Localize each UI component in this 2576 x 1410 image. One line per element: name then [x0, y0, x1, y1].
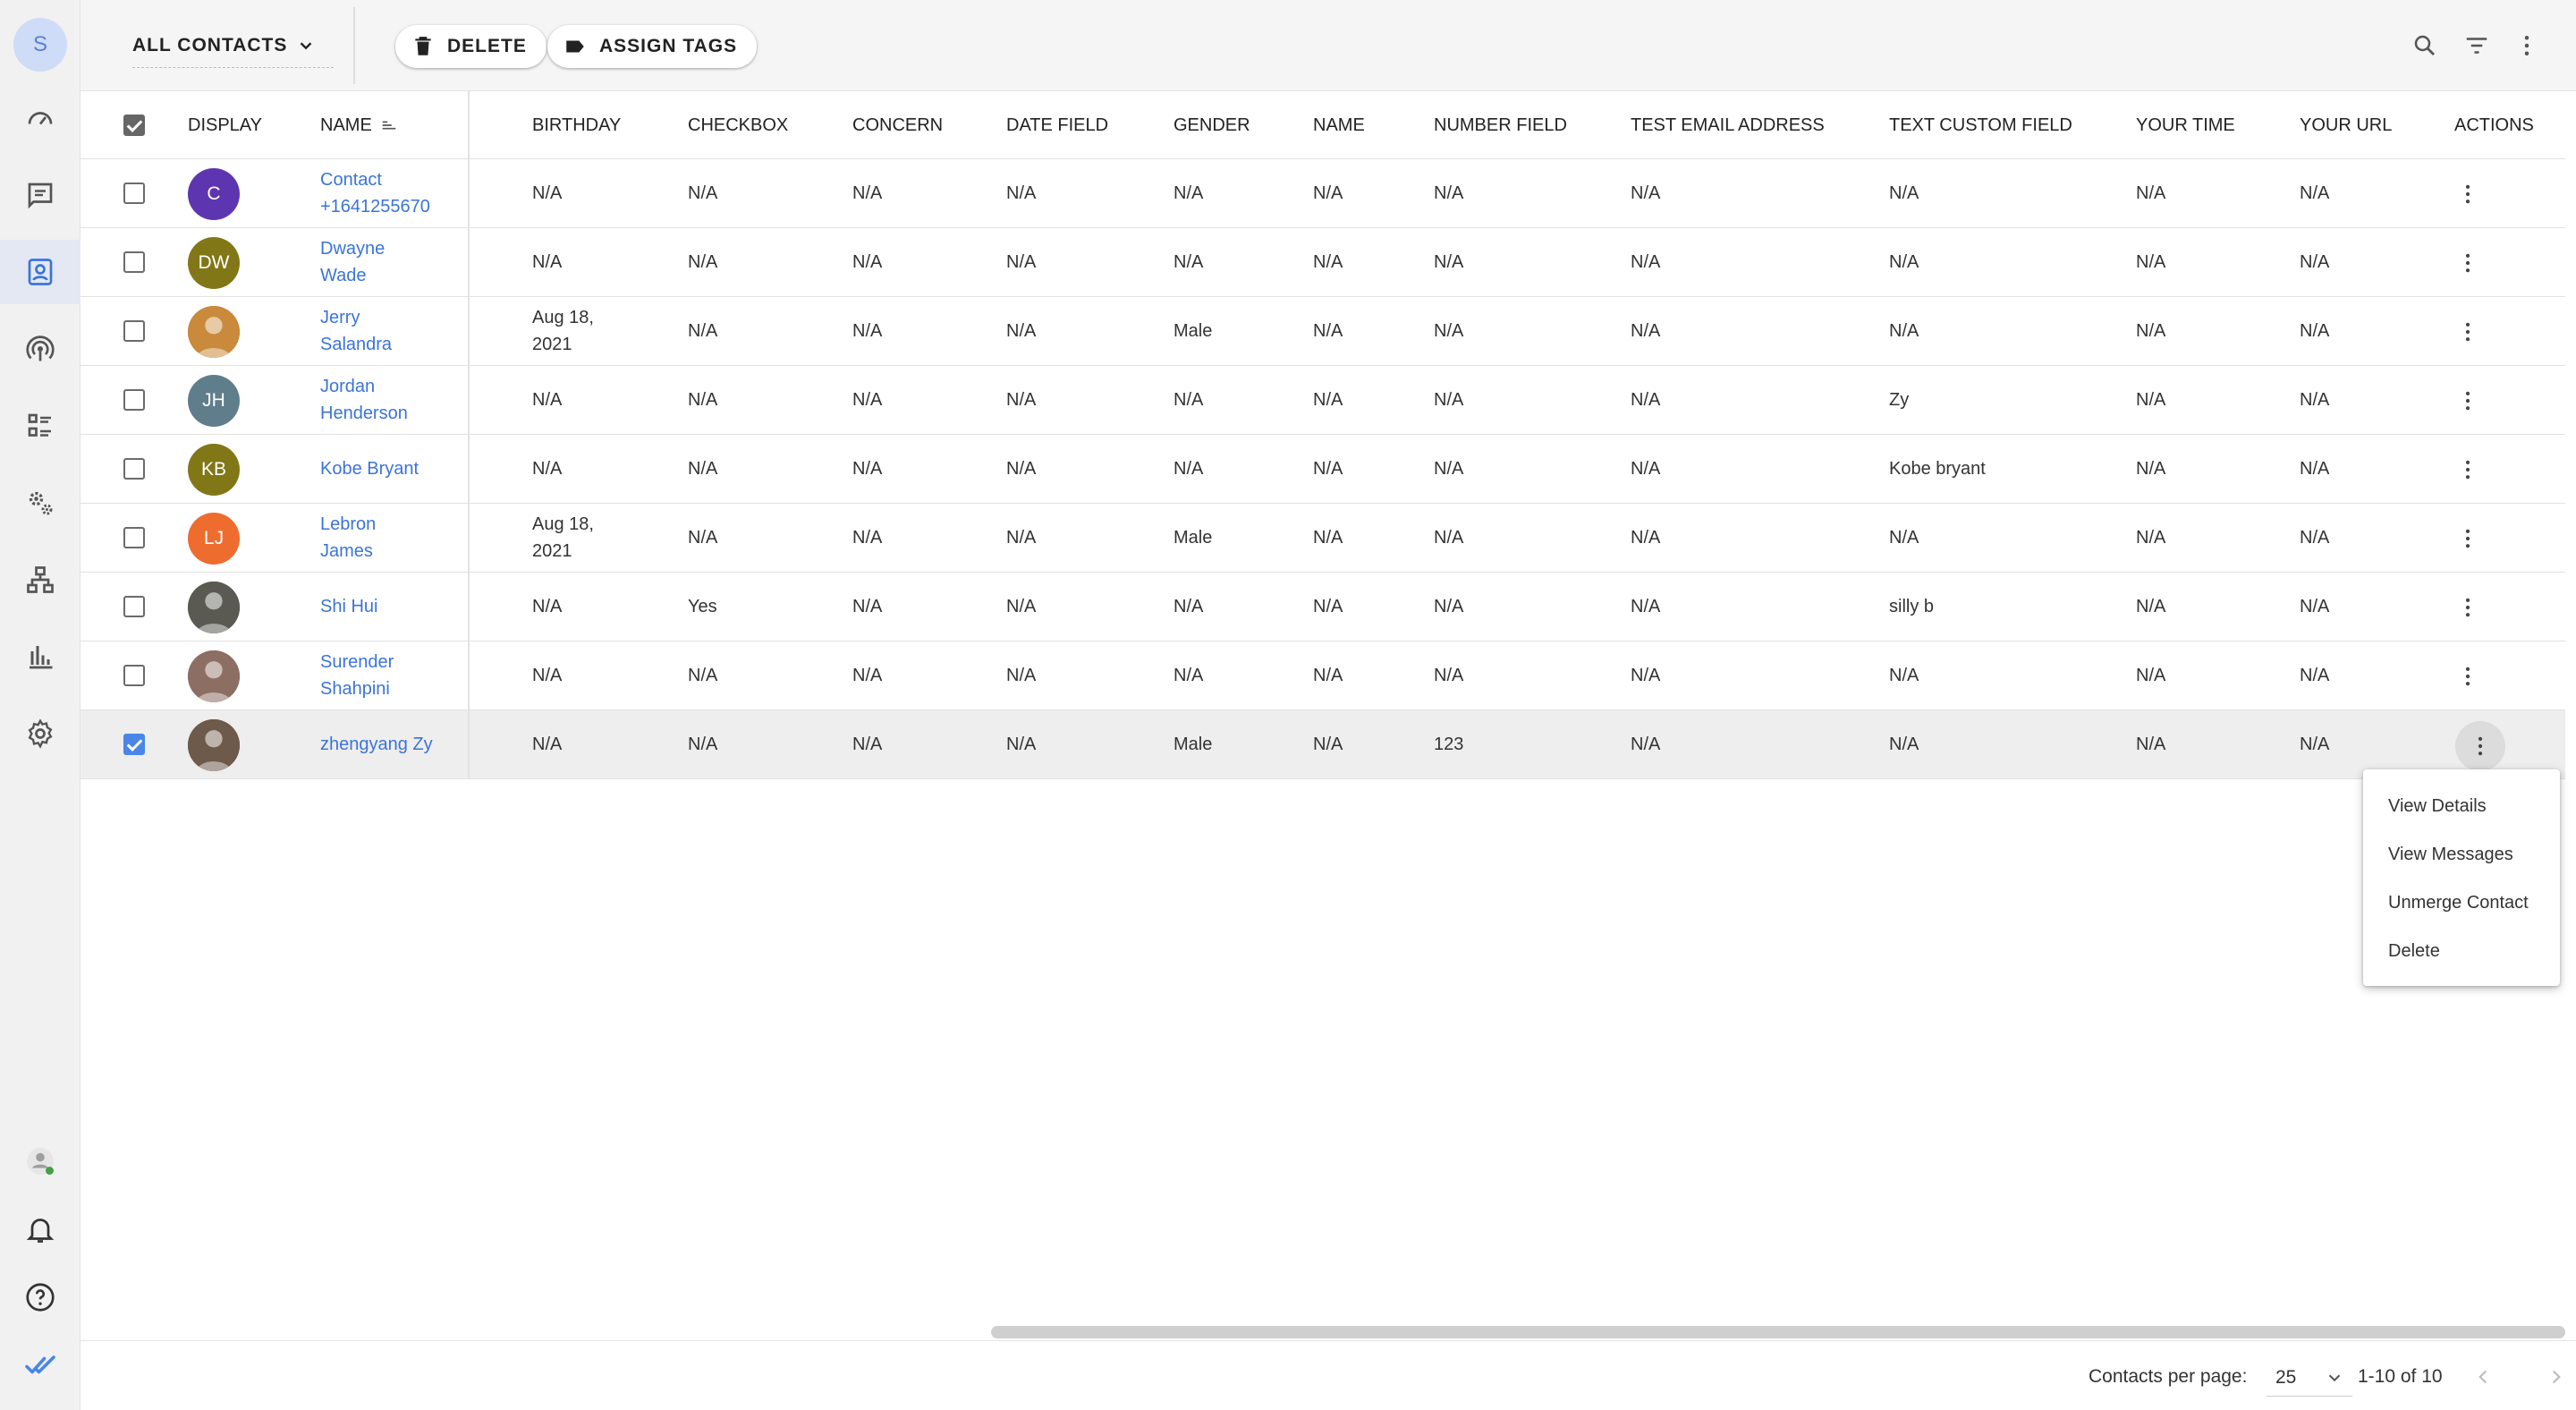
cell-date-field: N/A: [1006, 183, 1037, 203]
table-row[interactable]: [80, 228, 2565, 297]
column-header-name-label: NAME: [320, 115, 372, 135]
assign-tags-button-label: ASSIGN TAGS: [599, 36, 738, 56]
cell-number-field: N/A: [1434, 459, 1464, 479]
row-actions-button[interactable]: [2451, 315, 2485, 349]
table-header: [80, 91, 2565, 159]
cell-test-email: N/A: [1631, 390, 1661, 410]
avatar: [188, 719, 240, 771]
column-header-name[interactable]: [320, 91, 399, 159]
cell-concern: N/A: [852, 252, 883, 272]
cell-number-field: N/A: [1434, 252, 1464, 272]
contact-name-line: Jordan: [320, 377, 376, 396]
cell-text-custom-field: N/A: [1889, 528, 1919, 548]
contacts-icon: [24, 256, 56, 288]
contact-name-line: Salandra: [320, 335, 393, 354]
tag-icon: [564, 35, 587, 58]
cell-concern: N/A: [852, 666, 883, 685]
sidebar-item-messages[interactable]: [0, 163, 80, 227]
avatar-initials: LJ: [203, 528, 225, 548]
contact-name-link[interactable]: [320, 159, 430, 227]
birthday-line: Aug 18,: [532, 514, 594, 534]
more-vertical-icon: [2455, 388, 2480, 413]
per-page-value: 25: [2275, 1366, 2297, 1388]
column-header-checkbox: CHECKBOX: [688, 115, 789, 135]
cell-birthday: [532, 710, 562, 778]
toolbar: [80, 0, 2576, 91]
chevron-right-icon: [2545, 1365, 2568, 1389]
birthday-line: N/A: [532, 183, 563, 203]
contact-name-line: Shahpini: [320, 679, 390, 699]
cell-your-time: N/A: [2136, 735, 2166, 754]
cell-gender: N/A: [1174, 252, 1204, 272]
cell-your-time: N/A: [2136, 597, 2166, 616]
sidebar-item-notifications[interactable]: [0, 1197, 80, 1261]
avatar-photo-icon: [188, 650, 240, 702]
column-header-display: DISPLAY: [188, 115, 262, 135]
table-row[interactable]: [80, 504, 2565, 573]
avatar: [188, 375, 240, 427]
contact-name-link[interactable]: [320, 435, 419, 503]
more-vertical-icon: [2455, 251, 2480, 276]
cell-date-field: N/A: [1006, 666, 1037, 685]
cell-your-time: N/A: [2136, 459, 2166, 479]
table-row[interactable]: [80, 710, 2565, 779]
search-icon: [2411, 32, 2438, 59]
menu-item-view-details[interactable]: View Details: [2388, 795, 2487, 816]
birthday-line: N/A: [532, 459, 563, 479]
column-header-number-field: NUMBER FIELD: [1434, 115, 1567, 135]
cell-gender: Male: [1174, 321, 1213, 341]
cell-date-field: N/A: [1006, 252, 1037, 272]
cell-test-email: N/A: [1631, 597, 1661, 616]
cell-number-field: N/A: [1434, 183, 1464, 203]
contact-name-line: Contact: [320, 170, 382, 190]
filter-button[interactable]: [2460, 29, 2494, 63]
contact-name-link[interactable]: [320, 641, 394, 709]
cell-test-email: N/A: [1631, 735, 1661, 754]
cell-text-custom-field: N/A: [1889, 252, 1919, 272]
avatar: [188, 168, 240, 220]
contact-name-line: Lebron: [320, 514, 377, 534]
cell-text-custom-field: N/A: [1889, 183, 1919, 203]
more-vertical-icon: [2455, 595, 2480, 620]
row-actions-button[interactable]: [2455, 721, 2505, 771]
birthday-line: N/A: [532, 252, 563, 272]
cell-date-field: N/A: [1006, 528, 1037, 548]
sidebar-item-broadcast[interactable]: [0, 317, 80, 381]
cell-text-custom-field: N/A: [1889, 321, 1919, 341]
avatar-photo-icon: [188, 582, 240, 633]
table-row[interactable]: [80, 573, 2565, 641]
table-row[interactable]: [80, 435, 2565, 504]
more-vertical-icon: [2455, 526, 2480, 551]
lists-icon: [24, 410, 56, 442]
cell-gender: N/A: [1174, 390, 1204, 410]
page-range: 1-10 of 10: [2358, 1366, 2443, 1387]
avatar: [188, 306, 240, 358]
cell-gender: Male: [1174, 528, 1213, 548]
cell-test-email: N/A: [1631, 666, 1661, 685]
sidebar-item-logo[interactable]: [0, 1333, 80, 1397]
cell-date-field: N/A: [1006, 459, 1037, 479]
cell-number-field: N/A: [1434, 597, 1464, 616]
cell-text-custom-field: silly b: [1889, 597, 1935, 616]
cell-number-field: N/A: [1434, 321, 1464, 341]
cell-birthday: [532, 159, 562, 227]
more-options-button[interactable]: [2510, 29, 2544, 63]
cell-birthday: [532, 573, 562, 641]
cell-checkbox: N/A: [688, 252, 718, 272]
cell-your-time: N/A: [2136, 252, 2166, 272]
avatar-initials: KB: [200, 459, 226, 480]
column-header-date-field: DATE FIELD: [1006, 115, 1109, 135]
contact-name-line: Jerry: [320, 308, 360, 327]
cell-checkbox: N/A: [688, 666, 718, 685]
birthday-line: 2021: [532, 541, 572, 561]
more-vertical-icon: [2455, 457, 2480, 482]
row-checkbox[interactable]: [123, 665, 145, 686]
contacts-filter-label: ALL CONTACTS: [132, 34, 288, 55]
avatar-initials: JH: [202, 390, 225, 411]
cell-your-time: N/A: [2136, 183, 2166, 203]
cell-name-2: N/A: [1313, 321, 1343, 341]
cell-text-custom-field: Zy: [1889, 390, 1910, 410]
cell-date-field: N/A: [1006, 735, 1037, 754]
cell-checkbox: N/A: [688, 528, 718, 548]
chevron-down-icon: [296, 36, 316, 55]
delete-button[interactable]: [395, 25, 547, 68]
column-header-test-email: TEST EMAIL ADDRESS: [1631, 115, 1825, 135]
cell-number-field: 123: [1434, 735, 1464, 754]
cell-concern: N/A: [852, 528, 883, 548]
cell-your-url: N/A: [2300, 459, 2330, 479]
contacts-filter-select[interactable]: [132, 23, 334, 68]
cell-birthday: [532, 297, 594, 365]
sidebar-item-help[interactable]: [0, 1265, 80, 1329]
birthday-line: N/A: [532, 666, 563, 685]
birthday-line: N/A: [532, 735, 563, 754]
row-checkbox[interactable]: [123, 183, 145, 204]
table-row[interactable]: [80, 297, 2565, 366]
cell-concern: N/A: [852, 459, 883, 479]
cell-checkbox: N/A: [688, 459, 718, 479]
cell-name-2: N/A: [1313, 459, 1343, 479]
chevron-down-icon: [2325, 1368, 2344, 1388]
cell-name-2: N/A: [1313, 528, 1343, 548]
cell-concern: N/A: [852, 183, 883, 203]
avatar-initials: C: [207, 183, 221, 204]
avatar: [188, 650, 240, 702]
account-avatar[interactable]: S: [13, 18, 67, 72]
sidebar-item-user-status[interactable]: [0, 1129, 80, 1193]
row-checkbox[interactable]: [123, 734, 145, 755]
contact-name-line: Wade: [320, 266, 367, 285]
contact-name-line: Dwayne: [320, 239, 386, 259]
avatar: [188, 444, 240, 496]
cell-date-field: N/A: [1006, 390, 1037, 410]
row-actions-button[interactable]: [2451, 177, 2485, 211]
messages-icon: [24, 179, 56, 211]
cell-checkbox: N/A: [688, 390, 718, 410]
menu-item-view-messages[interactable]: View Messages: [2388, 844, 2513, 864]
automation-icon: [24, 487, 56, 519]
frozen-column-divider: [468, 91, 470, 778]
more-vertical-icon: [2455, 319, 2480, 344]
row-actions-button[interactable]: [2451, 246, 2485, 280]
more-vertical-icon: [2468, 734, 2493, 759]
cell-number-field: N/A: [1434, 666, 1464, 685]
birthday-line: N/A: [532, 390, 563, 410]
sidebar-item-lists[interactable]: [0, 394, 80, 458]
cell-birthday: [532, 504, 594, 572]
cell-text-custom-field: N/A: [1889, 735, 1919, 754]
more-vertical-icon: [2455, 664, 2480, 689]
cell-your-url: N/A: [2300, 666, 2330, 685]
cell-checkbox: Yes: [688, 597, 717, 616]
cell-your-url: N/A: [2300, 597, 2330, 616]
assign-tags-button[interactable]: [547, 25, 757, 68]
column-header-concern: CONCERN: [852, 115, 944, 135]
sidebar: [0, 0, 80, 1410]
avatar-photo-icon: [188, 306, 240, 358]
cell-your-url: N/A: [2300, 735, 2330, 754]
menu-item-unmerge-contact[interactable]: Unmerge Contact: [2388, 892, 2529, 913]
cell-gender: N/A: [1174, 666, 1204, 685]
cell-your-url: N/A: [2300, 390, 2330, 410]
cell-birthday: [532, 228, 562, 296]
trash-icon: [411, 35, 435, 58]
row-actions-button[interactable]: [2451, 659, 2485, 693]
column-header-birthday: BIRTHDAY: [532, 115, 622, 135]
settings-icon: [24, 718, 56, 750]
birthday-line: N/A: [532, 597, 563, 616]
row-checkbox[interactable]: [123, 251, 145, 273]
reports-icon: [24, 641, 56, 673]
previous-page-button[interactable]: [2467, 1361, 2499, 1393]
sidebar-item-contacts[interactable]: [0, 240, 80, 304]
select-all-checkbox[interactable]: [123, 115, 145, 136]
row-checkbox[interactable]: [123, 320, 145, 342]
cell-birthday: [532, 366, 562, 434]
contact-name-line: Kobe Bryant: [320, 459, 419, 479]
cell-date-field: N/A: [1006, 597, 1037, 616]
menu-item-delete[interactable]: Delete: [2388, 940, 2440, 961]
column-header-your-time: YOUR TIME: [2136, 115, 2235, 135]
row-checkbox[interactable]: [123, 458, 145, 480]
search-button[interactable]: [2408, 29, 2442, 63]
sidebar-item-automation[interactable]: [0, 471, 80, 535]
pagination-footer: [80, 1341, 2576, 1410]
cell-test-email: N/A: [1631, 459, 1661, 479]
cell-gender: N/A: [1174, 183, 1204, 203]
contact-name-link[interactable]: [320, 573, 377, 641]
cell-text-custom-field: Kobe bryant: [1889, 459, 1986, 479]
contact-name-link[interactable]: [320, 297, 392, 365]
avatar-initials: DW: [198, 252, 230, 273]
next-page-button[interactable]: [2540, 1361, 2572, 1393]
contact-name-link[interactable]: [320, 710, 433, 778]
cell-your-time: N/A: [2136, 390, 2166, 410]
column-header-text-custom-field: TEXT CUSTOM FIELD: [1889, 115, 2072, 135]
delete-button-label: DELETE: [447, 36, 527, 56]
cell-name-2: N/A: [1313, 735, 1343, 754]
avatar: [188, 237, 240, 289]
table-row[interactable]: [80, 159, 2565, 228]
sidebar-item-settings[interactable]: [0, 701, 80, 766]
horizontal-scrollbar[interactable]: [991, 1326, 2565, 1338]
cell-your-url: N/A: [2300, 528, 2330, 548]
cell-number-field: N/A: [1434, 528, 1464, 548]
column-header-your-url: YOUR URL: [2300, 115, 2393, 135]
row-actions-menu: [2363, 769, 2560, 986]
more-vertical-icon: [2455, 182, 2480, 207]
cell-number-field: N/A: [1434, 390, 1464, 410]
logo-icon: [24, 1349, 56, 1381]
cell-concern: N/A: [852, 390, 883, 410]
more-vertical-icon: [2513, 32, 2540, 59]
avatar-photo-icon: [188, 719, 240, 771]
cell-gender: N/A: [1174, 597, 1204, 616]
cell-your-time: N/A: [2136, 528, 2166, 548]
cell-concern: N/A: [852, 735, 883, 754]
sidebar-item-reports[interactable]: [0, 624, 80, 689]
cell-name-2: N/A: [1313, 390, 1343, 410]
column-header-actions: ACTIONS: [2454, 115, 2534, 135]
sidebar-item-dashboard[interactable]: [0, 88, 80, 152]
cell-your-time: N/A: [2136, 321, 2166, 341]
cell-checkbox: N/A: [688, 735, 718, 754]
cell-test-email: N/A: [1631, 321, 1661, 341]
cell-your-url: N/A: [2300, 321, 2330, 341]
sort-icon: [379, 115, 399, 135]
contacts-table: [80, 91, 2565, 778]
row-checkbox[interactable]: [123, 527, 145, 548]
user-status-icon: [24, 1145, 56, 1177]
chevron-left-icon: [2471, 1365, 2495, 1389]
cell-checkbox: N/A: [688, 183, 718, 203]
contact-name-line: Shi Hui: [320, 597, 378, 616]
cell-checkbox: N/A: [688, 321, 718, 341]
row-actions-button[interactable]: [2451, 453, 2485, 487]
row-actions-button[interactable]: [2451, 590, 2485, 624]
row-checkbox[interactable]: [123, 596, 145, 617]
notifications-icon: [24, 1213, 56, 1245]
sidebar-item-integrations[interactable]: [0, 548, 80, 612]
cell-date-field: N/A: [1006, 321, 1037, 341]
avatar: [188, 513, 240, 565]
column-header-name-2: NAME: [1313, 115, 1365, 135]
row-actions-button[interactable]: [2451, 384, 2485, 418]
cell-your-time: N/A: [2136, 666, 2166, 685]
filter-icon: [2463, 32, 2490, 59]
cell-birthday: [532, 641, 562, 709]
cell-birthday: [532, 435, 562, 503]
cell-your-url: N/A: [2300, 183, 2330, 203]
table-row[interactable]: [80, 366, 2565, 435]
contact-name-link[interactable]: [320, 504, 376, 572]
integrations-icon: [24, 564, 56, 596]
cell-name-2: N/A: [1313, 597, 1343, 616]
toolbar-divider: [353, 7, 355, 84]
cell-name-2: N/A: [1313, 666, 1343, 685]
cell-concern: N/A: [852, 597, 883, 616]
contact-name-line: zhengyang Zy: [320, 735, 433, 754]
cell-test-email: N/A: [1631, 252, 1661, 272]
contact-name-link[interactable]: [320, 366, 408, 434]
cell-test-email: N/A: [1631, 528, 1661, 548]
cell-gender: Male: [1174, 735, 1213, 754]
birthday-line: Aug 18,: [532, 308, 594, 327]
row-checkbox[interactable]: [123, 389, 145, 411]
cell-concern: N/A: [852, 321, 883, 341]
help-icon: [24, 1281, 56, 1313]
contact-name-link[interactable]: [320, 228, 385, 296]
cell-text-custom-field: N/A: [1889, 666, 1919, 685]
cell-gender: N/A: [1174, 459, 1204, 479]
cell-name-2: N/A: [1313, 183, 1343, 203]
row-actions-button[interactable]: [2451, 522, 2485, 556]
cell-name-2: N/A: [1313, 252, 1343, 272]
per-page-label: Contacts per page:: [2089, 1366, 2248, 1387]
contact-name-line: +1641255670: [320, 197, 430, 217]
dashboard-icon: [24, 104, 56, 136]
contact-name-line: Henderson: [320, 403, 408, 423]
broadcast-icon: [24, 333, 56, 365]
cell-test-email: N/A: [1631, 183, 1661, 203]
column-header-gender: GENDER: [1174, 115, 1250, 135]
birthday-line: 2021: [532, 335, 572, 354]
cell-your-url: N/A: [2300, 252, 2330, 272]
table-row[interactable]: [80, 641, 2565, 710]
contact-name-line: Surender: [320, 652, 394, 672]
per-page-select[interactable]: [2267, 1359, 2352, 1397]
avatar: [188, 582, 240, 633]
contact-name-line: James: [320, 541, 373, 561]
